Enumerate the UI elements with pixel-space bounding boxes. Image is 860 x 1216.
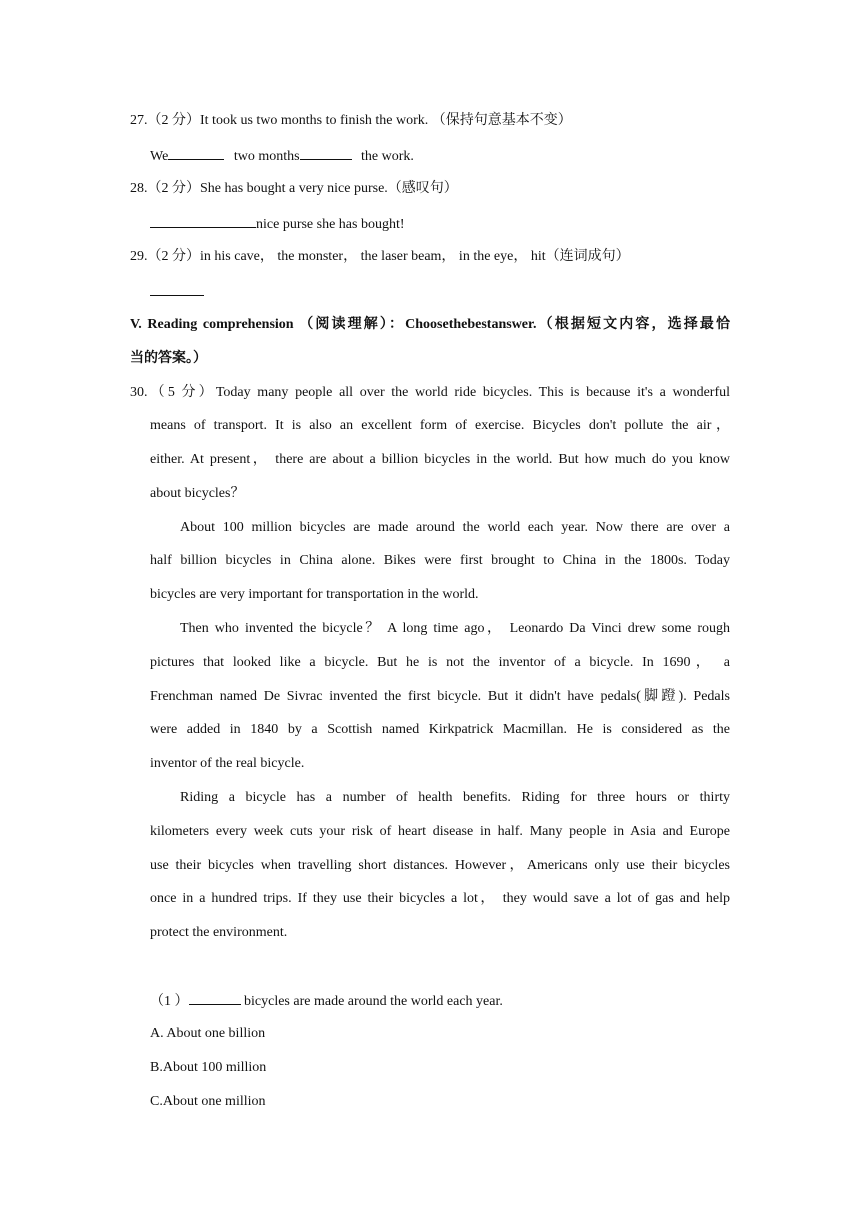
answer-end: the work.: [357, 149, 414, 164]
passage-p3-line4: were added in 1840 by a Scottish named Kirkpatrick Macmillan. He is considered as the: [150, 722, 730, 737]
passage-p1-line1: 30.（5 分）Today many people all over the world ride bicycles. This is because it's a wonderful: [130, 385, 730, 400]
answer-blank[interactable]: [150, 281, 204, 296]
question-29-answer: [150, 281, 204, 303]
passage-p4-line4: once in a hundred trips. If they use their bicycles a lot， they would save a lot of gas and help: [150, 891, 730, 906]
passage-p1-line2: means of transport. It is also an excellent form of exercise. Bicycles don't pollute the air，: [150, 418, 730, 433]
answer-blank[interactable]: [189, 990, 241, 1005]
passage-p1-line3: either. At present， there are about a billion bicycles in the world. But how much do you know: [150, 452, 730, 467]
question-28-answer: [150, 213, 405, 235]
passage-p4-line2: kilometers every week cuts your risk of heart disease in half. Many people in Asia and Europe: [150, 824, 730, 839]
question-27-label: 27.（2 分）It took us two months to finish the work. （保持句意基本不变）: [130, 113, 572, 128]
passage-p3-line5: inventor of the real bicycle.: [150, 756, 305, 771]
section-heading: V. Reading comprehension （阅读理解）：Choosethebestanswer.（根据短文内容，选择最恰: [130, 317, 730, 332]
section-heading-cont: 当的答案。）: [130, 351, 207, 366]
passage-p2-line1: About 100 million bicycles are made around the world each year. Now there are over a: [180, 520, 730, 535]
answer-prefix: We: [150, 149, 169, 164]
answer-end: nice purse she has bought!: [256, 217, 405, 232]
question-27-answer: [150, 145, 414, 167]
subquestion-stem: bicycles are made around the world each year.: [240, 994, 503, 1009]
passage-p4-line5: protect the environment.: [150, 925, 288, 940]
question-29-label: 29.（2 分）in his cave， the monster， the laser beam， in the eye， hit（连词成句）: [130, 249, 630, 264]
answer-blank[interactable]: [150, 213, 256, 228]
passage-p3-line1: Then who invented the bicycle？ A long time ago， Leonardo Da Vinci drew some rough: [180, 621, 730, 636]
subquestion-number: （1 ）: [150, 994, 189, 1009]
passage-p2-line3: bicycles are very important for transportation in the world.: [150, 587, 479, 602]
option-c[interactable]: C.About one million: [150, 1094, 266, 1109]
answer-mid: two months: [230, 149, 300, 164]
passage-p3-line3: Frenchman named De Sivrac invented the first bicycle. But it didn't have pedals(脚蹬). Pedals: [150, 689, 730, 704]
passage-p4-line3: use their bicycles when travelling short distances. However，Americans only use their bicycles: [150, 858, 730, 873]
option-a[interactable]: A. About one billion: [150, 1026, 266, 1041]
question-28-label: 28.（2 分）She has bought a very nice purse.（感叹句）: [130, 181, 458, 196]
passage-p3-line2: pictures that looked like a bicycle. But he is not the inventor of a bicycle. In 1690， a: [150, 655, 730, 670]
subquestion-1: [150, 990, 503, 1012]
option-b[interactable]: B.About 100 million: [150, 1060, 267, 1075]
passage-p1-line4: about bicycles？: [150, 486, 245, 501]
passage-p2-line2: half billion bicycles in China alone. Bikes were first brought to China in the 1800s. Today: [150, 553, 730, 568]
passage-p4-line1: Riding a bicycle has a number of health benefits. Riding for three hours or thirty: [180, 790, 730, 805]
answer-blank-2[interactable]: [300, 145, 352, 160]
answer-blank-1[interactable]: [168, 145, 224, 160]
